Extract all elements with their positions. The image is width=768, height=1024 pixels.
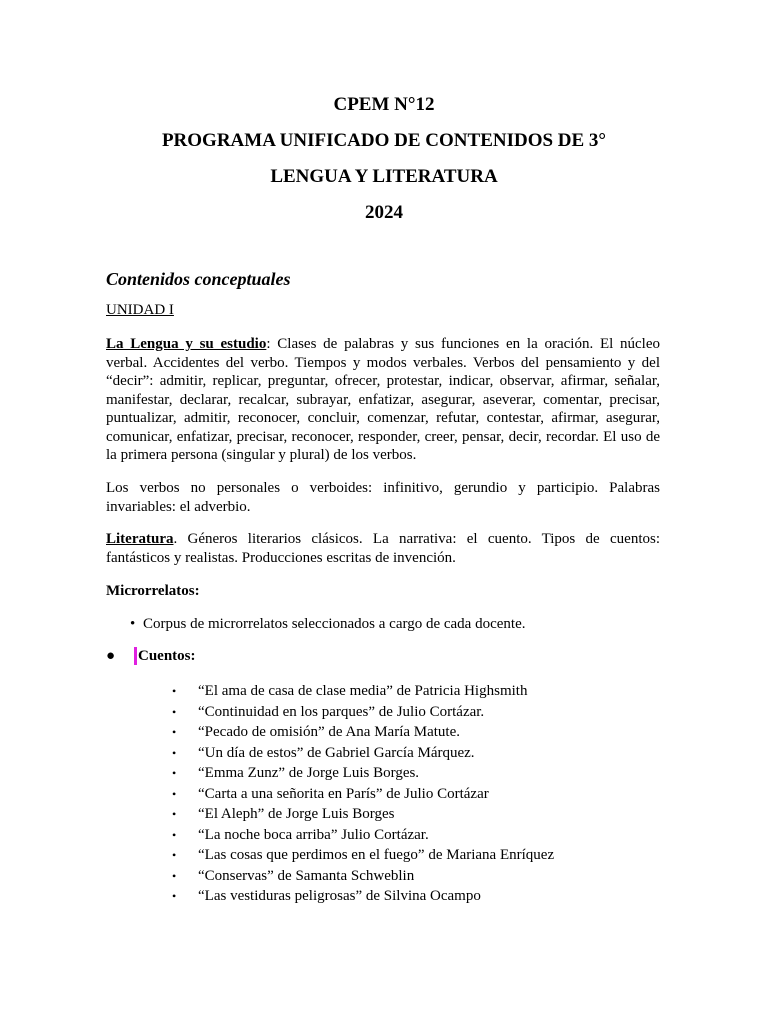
bullet-icon: • — [172, 827, 177, 842]
list-item: • “Pecado de omisión” de Ana María Matute. — [172, 722, 554, 743]
list-item: • “Las cosas que perdimos en el fuego” de Mariana Enríquez — [172, 845, 554, 866]
bullet-icon: • — [130, 616, 136, 632]
bullet-icon: • — [172, 848, 177, 862]
literatura-text: . Géneros literarios clásicos. La narrativa: el cuento. Tipos de cuentos: fantásticos y realistas. Producciones escritas de invención. — [106, 531, 660, 566]
bullet-icon: • — [172, 725, 177, 739]
lengua-paragraph — [106, 335, 660, 465]
subject-title: LENGUA Y LITERATURA — [270, 166, 498, 187]
list-item: • “Emma Zunz” de Jorge Luis Borges. — [172, 763, 554, 784]
list-item: • “Conservas” de Samanta Schweblin — [172, 866, 554, 887]
lengua-text: : Clases de palabras y sus funciones en la oración. El núcleo verbal. Accidentes del verbo. Tiempos y modos verbales. Verbos del pensamiento y del “decir”: admitir, replicar, preguntar, ofrecer, protestar, indicar, observar, afirmar, señalar, manifestar, declarar, recalcar, subrayar, enfatizar, asegurar, aseverar, comentar, precisar, puntualizar, admitir, reconocer, concluir, comenzar, refutar, contestar, afirmar, asegurar, comunicar, enfatizar, precisar, reconocer, responder, creer, pensar, decir, recordar. El uso de la primera persona (singular y plural) de los verbos. — [106, 336, 661, 463]
bullet-icon: ● — [106, 648, 116, 664]
bullet-icon: • — [172, 684, 177, 698]
list-item: • “Un día de estos” de Gabriel García Márquez. — [172, 743, 554, 764]
list-item: • “El ama de casa de clase media” de Patricia Highsmith — [172, 681, 554, 702]
verboides-paragraph: Los verbos no personales o verboides: infinitivo, gerundio y participio. Palabras invariables: el adverbio. — [106, 480, 660, 515]
text-cursor — [134, 647, 137, 665]
cuentos-heading[interactable]: Cuentos: — [138, 648, 196, 664]
literatura-paragraph — [106, 530, 660, 567]
list-item: • “Continuidad en los parques” de Julio Cortázar. — [172, 702, 554, 723]
bullet-icon: • — [172, 704, 177, 719]
microrrelatos-item-text: Corpus de microrrelatos seleccionados a cargo de cada docente. — [143, 616, 526, 632]
bullet-icon: • — [172, 766, 177, 780]
bullet-icon: • — [172, 807, 177, 821]
bullet-icon: • — [172, 868, 177, 883]
lengua-heading: La Lengua y su estudio — [106, 336, 267, 352]
list-item: • “Carta a una señorita en París” de Julio Cortázar — [172, 784, 554, 805]
bullet-icon: • — [172, 745, 177, 760]
list-item: • “Las vestiduras peligrosas” de Silvina Ocampo — [172, 886, 554, 907]
list-item: • “La noche boca arriba” Julio Cortázar. — [172, 825, 554, 846]
bullet-icon: • — [172, 786, 177, 801]
year-title: 2024 — [365, 202, 403, 223]
microrrelatos-heading: Microrrelatos: — [106, 583, 200, 599]
microrrelatos-item — [130, 615, 525, 633]
bullet-icon: • — [172, 889, 177, 903]
literatura-heading: Literatura — [106, 531, 174, 547]
unit-label: UNIDAD I — [106, 302, 174, 318]
stories-list — [172, 681, 554, 907]
school-title: CPEM N°12 — [333, 94, 435, 115]
list-item: • “El Aleph” de Jorge Luis Borges — [172, 804, 554, 825]
section-title: Contenidos conceptuales — [106, 269, 291, 289]
program-title: PROGRAMA UNIFICADO DE CONTENIDOS DE 3° — [161, 130, 607, 151]
